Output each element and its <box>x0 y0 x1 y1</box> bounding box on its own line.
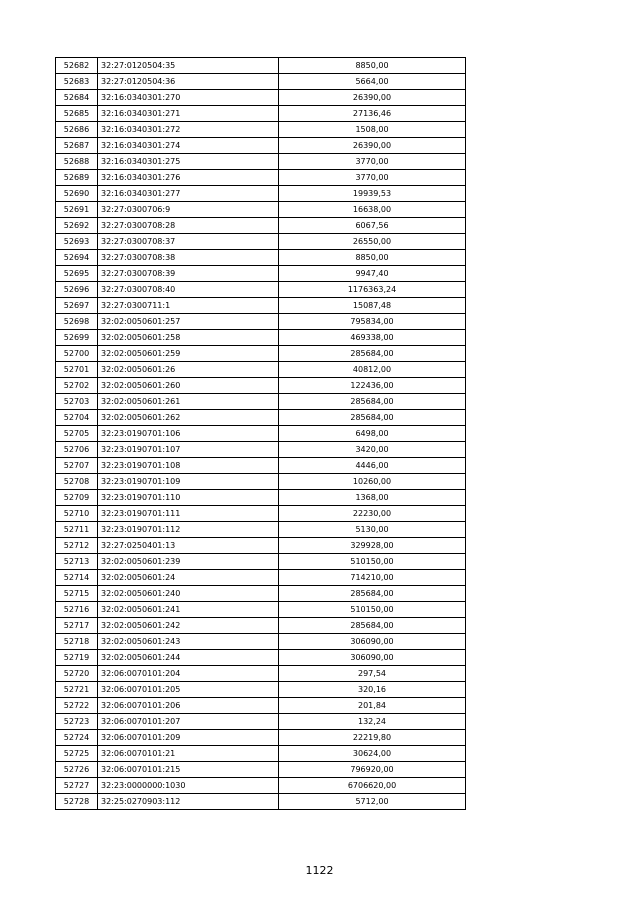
row-number-cell: 52712 <box>56 538 98 554</box>
row-number-cell: 52704 <box>56 410 98 426</box>
row-number-cell: 52686 <box>56 122 98 138</box>
value-cell: 297,54 <box>279 666 466 682</box>
cadastral-number-cell: 32:02:0050601:241 <box>98 602 279 618</box>
cadastral-number-cell: 32:02:0050601:24 <box>98 570 279 586</box>
row-number-cell: 52725 <box>56 746 98 762</box>
table-row <box>56 378 466 394</box>
table-row <box>56 154 466 170</box>
table-row <box>56 218 466 234</box>
row-number-cell: 52710 <box>56 506 98 522</box>
value-cell: 26390,00 <box>279 90 466 106</box>
value-cell: 3420,00 <box>279 442 466 458</box>
table-row <box>56 586 466 602</box>
cadastral-number-cell: 32:27:0120504:35 <box>98 58 279 74</box>
cadastral-number-cell: 32:02:0050601:262 <box>98 410 279 426</box>
cadastral-number-cell: 32:27:0300708:39 <box>98 266 279 282</box>
value-cell: 9947,40 <box>279 266 466 282</box>
table-body <box>56 58 466 810</box>
row-number-cell: 52689 <box>56 170 98 186</box>
value-cell: 8850,00 <box>279 58 466 74</box>
page-number: 1122 <box>305 864 334 877</box>
cadastral-number-cell: 32:27:0250401:13 <box>98 538 279 554</box>
row-number-cell: 52684 <box>56 90 98 106</box>
value-cell: 132,24 <box>279 714 466 730</box>
table-row <box>56 538 466 554</box>
table-row <box>56 122 466 138</box>
cadastral-number-cell: 32:02:0050601:257 <box>98 314 279 330</box>
row-number-cell: 52709 <box>56 490 98 506</box>
cadastral-number-cell: 32:23:0190701:109 <box>98 474 279 490</box>
value-cell: 3770,00 <box>279 170 466 186</box>
table-row <box>56 250 466 266</box>
cadastral-number-cell: 32:02:0050601:242 <box>98 618 279 634</box>
cadastral-number-cell: 32:23:0190701:112 <box>98 522 279 538</box>
row-number-cell: 52695 <box>56 266 98 282</box>
value-cell: 285684,00 <box>279 346 466 362</box>
cadastral-number-cell: 32:27:0300711:1 <box>98 298 279 314</box>
cadastral-number-cell: 32:02:0050601:244 <box>98 650 279 666</box>
cadastral-number-cell: 32:16:0340301:275 <box>98 154 279 170</box>
value-cell: 16638,00 <box>279 202 466 218</box>
value-cell: 306090,00 <box>279 634 466 650</box>
row-number-cell: 52701 <box>56 362 98 378</box>
row-number-cell: 52720 <box>56 666 98 682</box>
value-cell: 5130,00 <box>279 522 466 538</box>
table-row <box>56 554 466 570</box>
row-number-cell: 52690 <box>56 186 98 202</box>
cadastral-number-cell: 32:02:0050601:26 <box>98 362 279 378</box>
row-number-cell: 52694 <box>56 250 98 266</box>
row-number-cell: 52719 <box>56 650 98 666</box>
value-cell: 30624,00 <box>279 746 466 762</box>
value-cell: 27136,46 <box>279 106 466 122</box>
row-number-cell: 52707 <box>56 458 98 474</box>
row-number-cell: 52682 <box>56 58 98 74</box>
row-number-cell: 52715 <box>56 586 98 602</box>
value-cell: 510150,00 <box>279 602 466 618</box>
value-cell: 15087,48 <box>279 298 466 314</box>
value-cell: 1368,00 <box>279 490 466 506</box>
value-cell: 510150,00 <box>279 554 466 570</box>
table-row <box>56 58 466 74</box>
cadastral-number-cell: 32:02:0050601:240 <box>98 586 279 602</box>
cadastral-number-cell: 32:23:0190701:106 <box>98 426 279 442</box>
table-row <box>56 266 466 282</box>
table-row <box>56 746 466 762</box>
row-number-cell: 52724 <box>56 730 98 746</box>
value-cell: 5712,00 <box>279 794 466 810</box>
value-cell: 285684,00 <box>279 394 466 410</box>
table-row <box>56 698 466 714</box>
cadastral-number-cell: 32:06:0070101:207 <box>98 714 279 730</box>
cadastral-number-cell: 32:02:0050601:261 <box>98 394 279 410</box>
table-row <box>56 314 466 330</box>
value-cell: 10260,00 <box>279 474 466 490</box>
value-cell: 26550,00 <box>279 234 466 250</box>
cadastral-value-table <box>55 57 466 810</box>
row-number-cell: 52697 <box>56 298 98 314</box>
cadastral-number-cell: 32:06:0070101:215 <box>98 762 279 778</box>
cadastral-number-cell: 32:02:0050601:239 <box>98 554 279 570</box>
cadastral-number-cell: 32:06:0070101:204 <box>98 666 279 682</box>
row-number-cell: 52706 <box>56 442 98 458</box>
cadastral-number-cell: 32:02:0050601:258 <box>98 330 279 346</box>
row-number-cell: 52717 <box>56 618 98 634</box>
row-number-cell: 52698 <box>56 314 98 330</box>
row-number-cell: 52691 <box>56 202 98 218</box>
table-row <box>56 282 466 298</box>
value-cell: 22219,80 <box>279 730 466 746</box>
row-number-cell: 52726 <box>56 762 98 778</box>
value-cell: 1176363,24 <box>279 282 466 298</box>
value-cell: 306090,00 <box>279 650 466 666</box>
value-cell: 320,16 <box>279 682 466 698</box>
row-number-cell: 52714 <box>56 570 98 586</box>
table-row <box>56 682 466 698</box>
row-number-cell: 52723 <box>56 714 98 730</box>
value-cell: 4446,00 <box>279 458 466 474</box>
row-number-cell: 52718 <box>56 634 98 650</box>
table-row <box>56 330 466 346</box>
row-number-cell: 52716 <box>56 602 98 618</box>
row-number-cell: 52685 <box>56 106 98 122</box>
table-row <box>56 778 466 794</box>
table-row <box>56 346 466 362</box>
value-cell: 1508,00 <box>279 122 466 138</box>
row-number-cell: 52699 <box>56 330 98 346</box>
table-row <box>56 474 466 490</box>
value-cell: 26390,00 <box>279 138 466 154</box>
table-row <box>56 138 466 154</box>
table-row <box>56 522 466 538</box>
table-row <box>56 106 466 122</box>
row-number-cell: 52721 <box>56 682 98 698</box>
table-row <box>56 570 466 586</box>
table-row <box>56 186 466 202</box>
row-number-cell: 52700 <box>56 346 98 362</box>
row-number-cell: 52711 <box>56 522 98 538</box>
table-row <box>56 202 466 218</box>
value-cell: 329928,00 <box>279 538 466 554</box>
cadastral-number-cell: 32:27:0300708:37 <box>98 234 279 250</box>
value-cell: 285684,00 <box>279 410 466 426</box>
cadastral-number-cell: 32:23:0190701:111 <box>98 506 279 522</box>
table-row <box>56 602 466 618</box>
value-cell: 6067,56 <box>279 218 466 234</box>
cadastral-number-cell: 32:06:0070101:21 <box>98 746 279 762</box>
value-cell: 796920,00 <box>279 762 466 778</box>
table-row <box>56 362 466 378</box>
table-row <box>56 426 466 442</box>
value-cell: 19939,53 <box>279 186 466 202</box>
value-cell: 8850,00 <box>279 250 466 266</box>
row-number-cell: 52683 <box>56 74 98 90</box>
row-number-cell: 52705 <box>56 426 98 442</box>
cadastral-number-cell: 32:02:0050601:260 <box>98 378 279 394</box>
cadastral-number-cell: 32:16:0340301:274 <box>98 138 279 154</box>
table-row <box>56 634 466 650</box>
cadastral-number-cell: 32:02:0050601:259 <box>98 346 279 362</box>
row-number-cell: 52703 <box>56 394 98 410</box>
row-number-cell: 52693 <box>56 234 98 250</box>
table-row <box>56 234 466 250</box>
value-cell: 3770,00 <box>279 154 466 170</box>
cadastral-number-cell: 32:27:0300708:40 <box>98 282 279 298</box>
value-cell: 285684,00 <box>279 586 466 602</box>
row-number-cell: 52727 <box>56 778 98 794</box>
row-number-cell: 52696 <box>56 282 98 298</box>
cadastral-number-cell: 32:23:0190701:107 <box>98 442 279 458</box>
cadastral-number-cell: 32:27:0300708:38 <box>98 250 279 266</box>
cadastral-number-cell: 32:23:0190701:110 <box>98 490 279 506</box>
table-row <box>56 666 466 682</box>
cadastral-number-cell: 32:27:0120504:36 <box>98 74 279 90</box>
table-row <box>56 442 466 458</box>
table-row <box>56 650 466 666</box>
table-row <box>56 618 466 634</box>
cadastral-number-cell: 32:16:0340301:271 <box>98 106 279 122</box>
value-cell: 122436,00 <box>279 378 466 394</box>
value-cell: 6498,00 <box>279 426 466 442</box>
cadastral-number-cell: 32:06:0070101:206 <box>98 698 279 714</box>
cadastral-number-cell: 32:23:0190701:108 <box>98 458 279 474</box>
table-row <box>56 714 466 730</box>
value-cell: 40812,00 <box>279 362 466 378</box>
cadastral-number-cell: 32:06:0070101:209 <box>98 730 279 746</box>
table-row <box>56 298 466 314</box>
value-cell: 5664,00 <box>279 74 466 90</box>
cadastral-number-cell: 32:16:0340301:276 <box>98 170 279 186</box>
table-row <box>56 730 466 746</box>
row-number-cell: 52728 <box>56 794 98 810</box>
table-row <box>56 74 466 90</box>
table-row <box>56 394 466 410</box>
cadastral-number-cell: 32:25:0270903:112 <box>98 794 279 810</box>
value-cell: 714210,00 <box>279 570 466 586</box>
row-number-cell: 52708 <box>56 474 98 490</box>
row-number-cell: 52722 <box>56 698 98 714</box>
row-number-cell: 52702 <box>56 378 98 394</box>
table-row <box>56 490 466 506</box>
value-cell: 285684,00 <box>279 618 466 634</box>
table-row <box>56 90 466 106</box>
cadastral-number-cell: 32:23:0000000:1030 <box>98 778 279 794</box>
cadastral-number-cell: 32:16:0340301:277 <box>98 186 279 202</box>
cadastral-number-cell: 32:02:0050601:243 <box>98 634 279 650</box>
row-number-cell: 52713 <box>56 554 98 570</box>
table-row <box>56 458 466 474</box>
table-row <box>56 410 466 426</box>
value-cell: 6706620,00 <box>279 778 466 794</box>
row-number-cell: 52688 <box>56 154 98 170</box>
cadastral-number-cell: 32:06:0070101:205 <box>98 682 279 698</box>
table-row <box>56 506 466 522</box>
table-row <box>56 762 466 778</box>
value-cell: 469338,00 <box>279 330 466 346</box>
cadastral-number-cell: 32:27:0300708:28 <box>98 218 279 234</box>
row-number-cell: 52692 <box>56 218 98 234</box>
cadastral-number-cell: 32:16:0340301:270 <box>98 90 279 106</box>
table-row <box>56 794 466 810</box>
value-cell: 22230,00 <box>279 506 466 522</box>
cadastral-number-cell: 32:27:0300706:9 <box>98 202 279 218</box>
value-cell: 795834,00 <box>279 314 466 330</box>
table-row <box>56 170 466 186</box>
row-number-cell: 52687 <box>56 138 98 154</box>
value-cell: 201,84 <box>279 698 466 714</box>
cadastral-number-cell: 32:16:0340301:272 <box>98 122 279 138</box>
